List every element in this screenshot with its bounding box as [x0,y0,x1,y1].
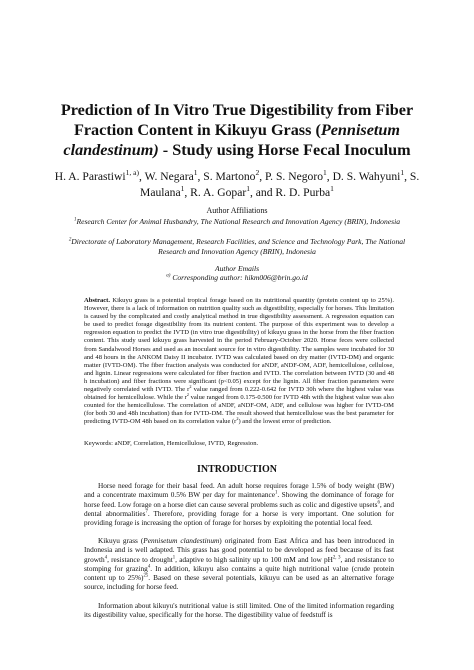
author-name: , D. S. Wahyuni [326,170,401,183]
author-sup: 2 [255,168,260,178]
affiliation-sup: 1 [74,217,77,223]
citation: 4 [147,564,151,570]
author-name: , S. Martono [197,170,256,183]
title-species: Pennisetum clandestinum) [63,121,401,159]
corresponding-email [40,273,434,283]
abstract-sup: 2 [186,391,189,397]
paragraph-text: . Showing the dominance of forage for horse feed. Low forage on a horse diet can cause several problems such as colic and digestive upsets [84,490,394,509]
abstract-label: Abstract. [84,297,110,304]
email-sup: a) [166,273,171,279]
paragraph-text: ) originated from East Africa and has been introduced in Indonesia and is well adapted. This grass has good potential to be developed as feed because of its fast growth [84,536,395,564]
paragraph-text: . In addition, kikuyu also contains a quite high nutritional value (crude protein content up to 25%) [84,563,394,582]
affiliations-heading: Author Affiliations [206,206,268,215]
paragraph-text: Horse need forage for their basal feed. An adult horse requires forage 1.5% of body weight (BW) and a concentrate maximum 0.5% BW per day for maintenance [84,481,394,500]
intro-paragraph-3 [84,601,394,620]
paragraph-text: , and dental abnormalities [84,499,394,518]
citation: 7 [145,509,148,515]
paragraph-text: Information about kikuyu's nutritional value is still limited. One of the limited information regarding its digestibility value, specifically for the horse. The digestibility value of feedstuff is [84,601,394,620]
author-name: , S. Maulana [140,170,420,199]
citation: 2, 3 [332,555,341,561]
author-name: , W. Negara [138,170,194,183]
citation: 1 [275,490,278,496]
affiliation-text: Research Center for Animal Husbandry, The National Research and Innovation Agency (BRIN), Indonesia [76,217,400,226]
paper-title [40,100,434,160]
author-sup: 1 [400,168,405,178]
emails-heading: Author Emails [214,264,260,273]
abstract-text: value ranged from 0.175-0.500 for IVTD 48h with the highest value was also counted for the hemicellulose. The correlation of aNDF, aNDF-OM, ADF, and cellulose was higher for IVTD-OM (for both 30 and 48h incubation) than for IVTD-DM. The result showed that hemicellulose was the best parameter for predicting IVTD-OM 48h based on its correlation value (r [84,394,394,426]
paragraph-text: , and resistance to stomping for grazing [84,554,394,573]
citation: 1 [172,555,176,561]
affiliation-sup: 2 [68,237,72,243]
author-name: , P. S. Negoro [259,170,323,183]
email-text: Corresponding author: hikm006@brin.go.id [170,273,308,282]
author-sup: 1 [246,184,250,194]
author-name: , and R. D. Purba [249,186,331,199]
section-heading-introduction: INTRODUCTION [196,464,277,475]
keywords: Keywords: aNDF, Correlation, Hemicellulose, IVTD, Regression. [84,440,259,447]
title-text-end: - Study using Horse Fecal Inoculum [158,141,411,159]
author-name: H. A. Parastiwi [54,170,126,183]
paragraph-text: Kikuyu grass ( [98,536,144,545]
author-sup: 1, a) [125,168,139,178]
author-sup: 1 [323,168,327,178]
citation: 4 [104,555,108,561]
author-list [40,169,434,201]
title-text: Prediction of In Vitro True Digestibility from Fiber Fraction Content in Kikuyu Grass ( [60,101,414,139]
citation: 25 [143,573,149,579]
paragraph-text: , resistance to drought [107,554,173,564]
author-sup: 1 [180,184,185,194]
citation: 6 [377,500,380,506]
abstract-sup: 2 [189,383,192,389]
paragraph-text: . Therefore, providing forage for a horse is very important. One solution for providing forage is increasing the option of forage for horses by exploiting the potential local feed. [84,508,395,527]
paragraph-text: . Based on these several potentials, kikuyu can be used as an alternative forage source, including for horse feed. [84,573,394,592]
paragraph-text: , adaptive to high salinity up to 100 mM and low pH [175,554,333,564]
author-name: , R. A. Gopar [184,186,247,199]
abstract [84,297,394,427]
affiliation-1 [60,217,414,227]
abstract-text: Kikuyu grass is a potential tropical forage based on its nutritional quantity (protein content up to 25%). However, there is a lack of information on nutrition quality such as digestibility, especially for horses. This limitation is caused by the complicated and costly analytical method in true digestibility assessment. A regression equation can be used to predict forage digestibility from its nutrient content. The purpose of this experiment was to develop a regression equation to predict the IVTD (in vitro true digestibility) of kikuyu grass in the horse from the fiber fraction content. This study used kikuyu grass harvested in the period February-October 2020. Horse feces were collected from Sandalwood Horses and used as an inoculant source for in vitro digestibility. The samples were incubated for 30 and 48 hours in the ANKOM Daisy II incubator. IVTD was calculated based on dry matter (IVTD-DM) and organic matter (IVTD-OM). The fiber fraction analysis was conducted for aNDF, aNDF-OM, ADF, hemicellulose, cellulose, and lignin. Linear regressions were calculated for fiber fraction and IVTD. The correlation between IVTD (30 and 48 h incubation) and fiber fractions were significant (p<0.05) except for the lignin. All fiber fraction parameters were negatively correlated with IVTD. The r [84,297,394,394]
intro-paragraph-1 [84,481,394,527]
abstract-text: value ranged from 0.222-0.642 for IVTD 30h where the highest value was obtained for hemicellulose. While the r [84,386,394,402]
author-sup: 1 [193,168,198,178]
abstract-sup: 2 [236,416,239,422]
affiliation-text: Directorate of Laboratory Management, Research Facilities, and Science and Technology Park, The National Research and Innovation Agency (BRIN), Indonesia [71,237,406,256]
abstract-text: ) and the lowest error of prediction. [238,418,332,426]
affiliation-2 [60,237,414,256]
species-name: Pennisetum clandestinum [143,536,220,545]
author-sup: 1 [330,184,334,194]
intro-paragraph-2 [84,536,394,592]
